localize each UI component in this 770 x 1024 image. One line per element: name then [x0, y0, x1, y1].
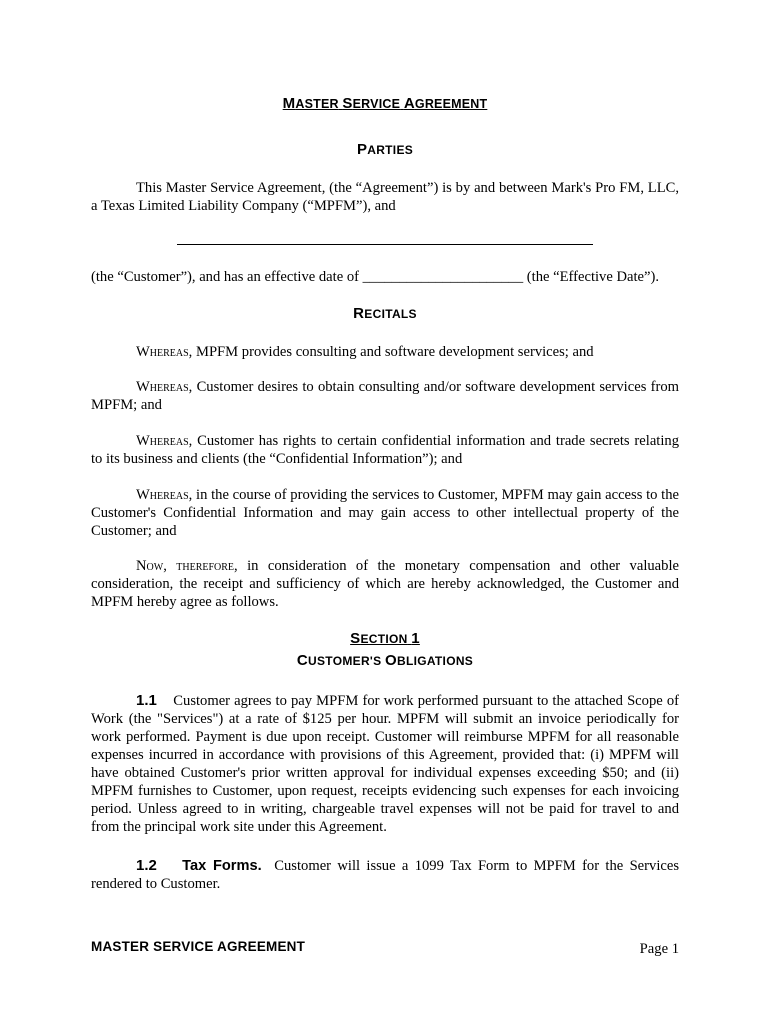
section-title: CUSTOMER'S OBLIGATIONS — [296, 652, 474, 669]
clause-number: 1.1 — [136, 692, 157, 709]
recitals-heading: RECITALS — [353, 305, 417, 322]
clause-heading: Tax Forms. — [182, 858, 262, 874]
page-number: Page 1 — [639, 941, 679, 957]
recital-paragraph: Whereas, in the course of providing the services to Customer, MPFM may gain access to the Customer's Confidential Information and may gain access to other intellectual property of the Customer; and — [91, 487, 679, 539]
recital-paragraph: Whereas, Customer has rights to certain confidential information and trade secrets relating to its business and clients (the “Confidential Information”); and — [91, 433, 679, 467]
parties-paragraph: This Master Service Agreement, (the “Agreement”) is by and between Mark's Pro FM, LLC, a Texas Limited Liability Company (“MPFM”), and — [91, 180, 679, 214]
now-therefore-paragraph: Now, therefore, in consideration of the monetary compensation and other valuable consideration, the receipt and sufficiency of which are hereby acknowledged, the Customer and MPFM hereby agree as follows. — [91, 558, 679, 610]
recital-paragraph: Whereas, Customer desires to obtain consulting and/or software development services from MPFM; and — [91, 379, 679, 413]
clause-1-2: 1.2 Tax Forms. Customer will issue a 1099 Tax Form to MPFM for the Services rendered to Customer. — [91, 857, 680, 892]
clause-1-1: 1.1 Customer agrees to pay MPFM for work performed pursuant to the attached Scope of Work (the "Services") at a rate of $125 per hour. MPFM will submit an invoice periodically for work performed. Payment is due upon receipt. Customer will reimburse MPFM for all reasonable expenses incurred in accordance with provisions of this Agreement, provided that: (i) MPFM will have obtained Customer's prior written approval for individual expenses exceeding $50; and (ii) MPFM furnishes to Customer, upon request, receipts evidencing such expenses for each invoicing period. Unless agreed to in writing, chargeable travel expenses will not be paid for travel to and from the principal work site under this Agreement. — [91, 692, 679, 835]
parties-heading: PARTIES — [356, 141, 414, 158]
customer-effective-date-line: (the “Customer”), and has an effective date of ______________________ (the “Effective Date”). — [91, 269, 660, 285]
section-heading: SECTION 1 — [350, 630, 420, 647]
footer-document-title: MASTER SERVICE AGREEMENT — [91, 939, 306, 954]
document-title: MASTER SERVICE AGREEMENT — [282, 95, 488, 112]
customer-name-blank-line — [177, 244, 593, 245]
recital-paragraph: Whereas, MPFM provides consulting and software development services; and — [136, 344, 594, 360]
clause-number: 1.2 — [136, 857, 157, 874]
